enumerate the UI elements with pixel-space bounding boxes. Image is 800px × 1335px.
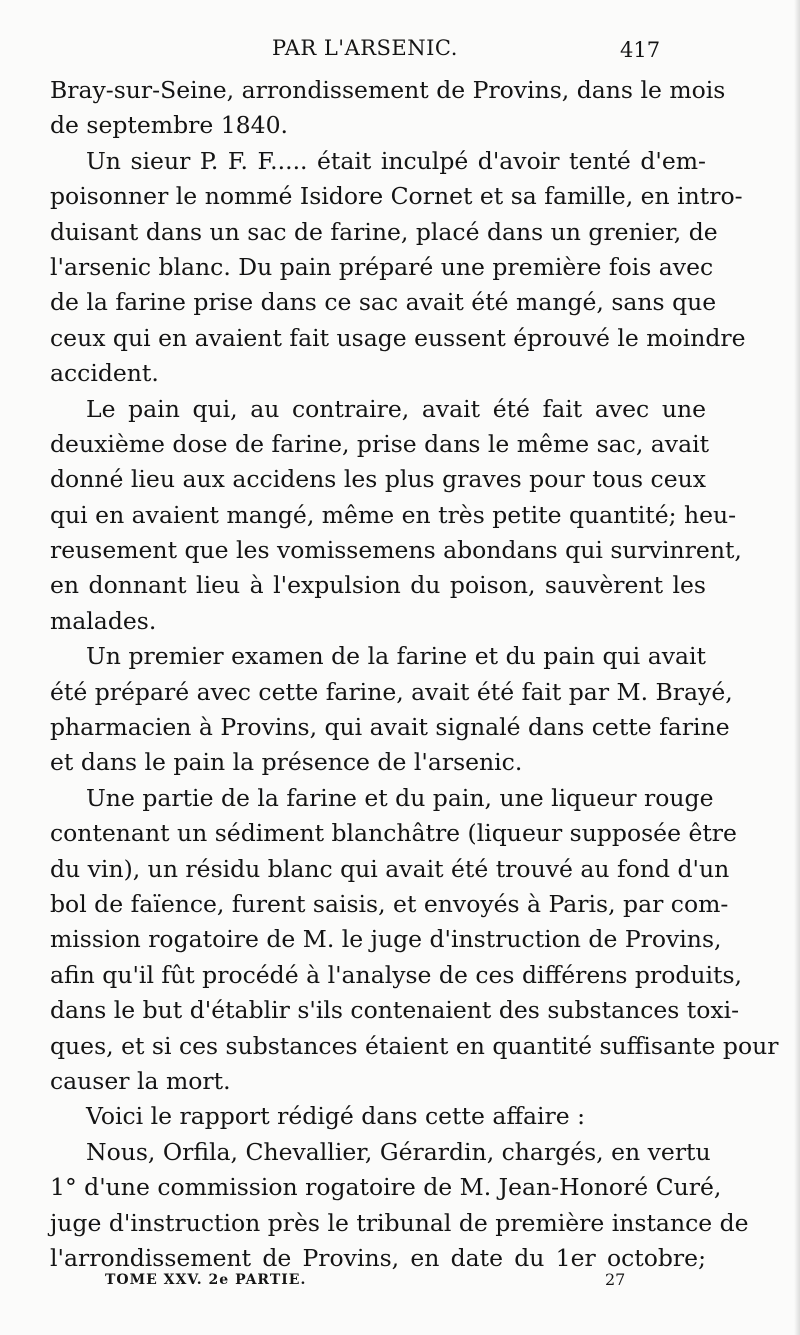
signature-mark: TOME XXV. 2e PARTIE.: [105, 1272, 307, 1288]
text-line: l'arsenic blanc. Du pain préparé une première fois avec: [50, 252, 714, 281]
text-line: ceux qui en avaient fait usage eussent éprouvé le moindre: [50, 323, 746, 352]
text-line: afin qu'il fût procédé à l'analyse de ces différens produits,: [50, 960, 743, 989]
text-line: Bray-sur-Seine, arrondissement de Provins, dans le mois: [50, 76, 726, 104]
text-line: donné lieu aux accidens les plus graves pour tous ceux: [50, 465, 706, 494]
text-line: accident.: [50, 359, 159, 388]
running-title: PAR L'ARSENIC.: [272, 36, 458, 60]
text-line: Un premier examen de la farine et du pain qui avait: [86, 642, 706, 671]
text-line: contenant un sédiment blanchâtre (liqueur supposée être: [50, 819, 737, 848]
text-line: reusement que les vomissemens abondans qui survinrent,: [50, 536, 742, 565]
text-line: Le pain qui, au contraire, avait été fait avec une: [86, 394, 706, 423]
text-line: du vin), un résidu blanc qui avait été trouvé au fond d'un: [50, 854, 730, 883]
text-line: l'arrondissement de Provins, en date du 1er octobre;: [50, 1243, 706, 1272]
text-line: bol de faïence, furent saisis, et envoyés à Paris, par com-: [50, 889, 729, 918]
text-line: causer la mort.: [50, 1066, 231, 1095]
text-line: malades.: [50, 606, 157, 635]
text-line: de septembre 1840.: [50, 111, 288, 140]
body-text: [50, 73, 779, 1276]
text-line: en donnant lieu à l'expulsion du poison, sauvèrent les: [50, 571, 706, 600]
text-line: Une partie de la farine et du pain, une liqueur rouge: [86, 783, 714, 812]
text-line: 1° d'une commission rogatoire de M. Jean-Honoré Curé,: [50, 1173, 722, 1202]
text-line: été préparé avec cette farine, avait été fait par M. Brayé,: [50, 677, 733, 706]
page-footer: [0, 1272, 800, 1296]
text-line: qui en avaient mangé, même en très petite quantité; heu-: [50, 500, 737, 529]
text-line: poisonner le nommé Isidore Cornet et sa famille, en intro-: [50, 182, 743, 211]
text-line: Voici le rapport rédigé dans cette affaire :: [86, 1102, 586, 1131]
text-line: juge d'instruction près le tribunal de première instance de: [50, 1208, 749, 1237]
text-line: de la farine prise dans ce sac avait été mangé, sans que: [50, 288, 717, 317]
page-number: 417: [620, 38, 661, 62]
running-head: [0, 36, 800, 66]
text-line: deuxième dose de farine, prise dans le même sac, avait: [50, 429, 710, 458]
text-line: Un sieur P. F. F..... était inculpé d'avoir tenté d'em-: [86, 146, 706, 175]
text-line: duisant dans un sac de farine, placé dans un grenier, de: [50, 217, 718, 246]
text-line: dans le but d'établir s'ils contenaient des substances toxi-: [50, 996, 740, 1025]
text-line: ques, et si ces substances étaient en quantité suffisante pour: [50, 1031, 779, 1060]
text-line: mission rogatoire de M. le juge d'instruction de Provins,: [50, 925, 722, 954]
text-line: pharmacien à Provins, qui avait signalé dans cette farine: [50, 713, 730, 742]
sheet-number: 27: [605, 1270, 626, 1289]
text-line: et dans le pain la présence de l'arsenic.: [50, 748, 523, 777]
text-line: Nous, Orfila, Chevallier, Gérardin, chargés, en vertu: [86, 1137, 711, 1166]
